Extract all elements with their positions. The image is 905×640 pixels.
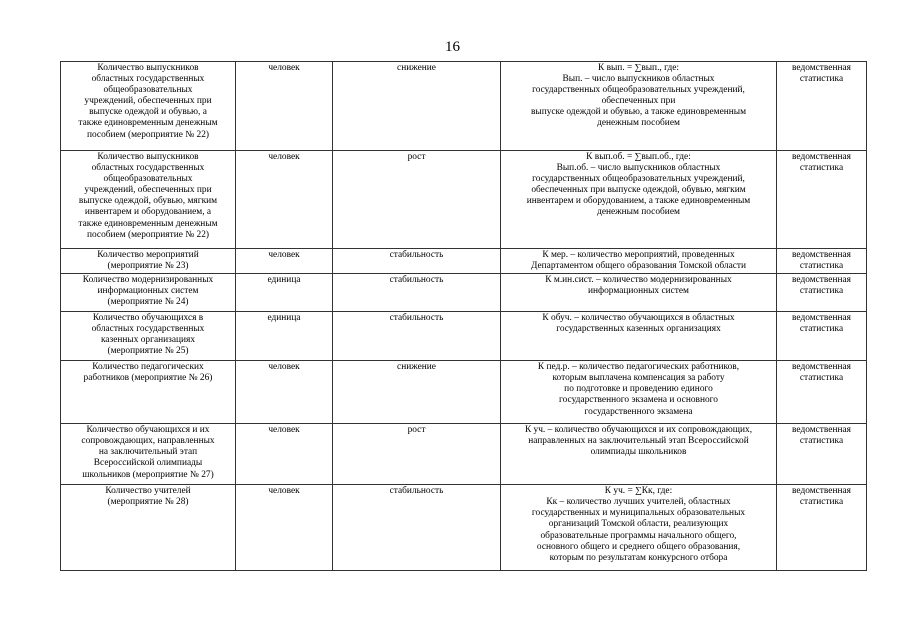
source-cell: ведомственная статистика xyxy=(777,485,867,571)
indicators-table xyxy=(60,61,867,571)
trend-cell: стабильность xyxy=(333,485,501,571)
source-cell: ведомственная статистика xyxy=(777,312,867,361)
indicator-cell: Количество обучающихся в областных государственных казенных организациях (мероприятие № 25) xyxy=(61,312,236,361)
trend-cell: рост xyxy=(333,424,501,485)
unit-cell: человек xyxy=(236,151,333,249)
source-cell: ведомственная статистика xyxy=(777,62,867,151)
unit-cell: единица xyxy=(236,274,333,312)
unit-cell: человек xyxy=(236,424,333,485)
unit-cell: человек xyxy=(236,361,333,424)
table-row xyxy=(61,62,867,151)
indicator-cell: Количество учителей (мероприятие № 28) xyxy=(61,485,236,571)
trend-cell: стабильность xyxy=(333,249,501,274)
unit-cell: единица xyxy=(236,312,333,361)
source-cell: ведомственная статистика xyxy=(777,361,867,424)
formula-cell: К уч. – количество обучающихся и их сопровождающих, направленных на заключительный этап Всероссийской олимпиады школьников xyxy=(501,424,777,485)
indicator-cell: Количество выпускников областных государственных общеобразовательных учреждений, обеспеченных при выпуске одеждой и обувью, а также единовременным денежным пособием (мероприятие № 22) xyxy=(61,62,236,151)
indicator-cell: Количество мероприятий (мероприятие № 23) xyxy=(61,249,236,274)
unit-cell: человек xyxy=(236,485,333,571)
formula-cell: К обуч. – количество обучающихся в областных государственных казенных организациях xyxy=(501,312,777,361)
indicator-cell: Количество выпускников областных государственных общеобразовательных учреждений, обеспеченных при выпуске одеждой, обувью, мягким инвентарем и оборудованием, а также единовременным денежным пособием (мероприятие № 22) xyxy=(61,151,236,249)
trend-cell: рост xyxy=(333,151,501,249)
table-row xyxy=(61,151,867,249)
table-row xyxy=(61,274,867,312)
formula-cell: К уч. = ∑Кк, где: Кк – количество лучших учителей, областных государственных и муниципальных образовательных организаций Томской области, реализующих образовательные программы начального общего, основного общего и среднего общего образования, которым по результатам конкурсного отбора xyxy=(501,485,777,571)
table-row xyxy=(61,312,867,361)
formula-cell: К мер. – количество мероприятий, проведенных Департаментом общего образования Томской области xyxy=(501,249,777,274)
formula-cell: К вып.об. = ∑вып.об., где: Вып.об. – число выпускников областных государственных общеобразовательных учреждений, обеспеченных при выпуске одеждой, обувью, мягким инвентарем и оборудованием, а также единовременным денежным пособием xyxy=(501,151,777,249)
trend-cell: снижение xyxy=(333,361,501,424)
table-row xyxy=(61,485,867,571)
source-cell: ведомственная статистика xyxy=(777,274,867,312)
source-cell: ведомственная статистика xyxy=(777,151,867,249)
trend-cell: стабильность xyxy=(333,312,501,361)
table-row xyxy=(61,249,867,274)
source-cell: ведомственная статистика xyxy=(777,249,867,274)
page-number: 16 xyxy=(445,39,460,55)
unit-cell: человек xyxy=(236,249,333,274)
formula-cell: К вып. = ∑вып., где: Вып. – число выпускников областных государственных общеобразовательных учреждений, обеспеченных при выпуске одеждой и обувью, а также единовременным денежным пособием xyxy=(501,62,777,151)
table-row xyxy=(61,361,867,424)
indicator-cell: Количество педагогических работников (мероприятие № 26) xyxy=(61,361,236,424)
source-cell: ведомственная статистика xyxy=(777,424,867,485)
trend-cell: снижение xyxy=(333,62,501,151)
formula-cell: К м.ин.сист. – количество модернизированных информационных систем xyxy=(501,274,777,312)
formula-cell: К пед.р. – количество педагогических работников, которым выплачена компенсация за работу по подготовке и проведению единого государственного экзамена и основного государственного экзамена xyxy=(501,361,777,424)
indicator-cell: Количество модернизированных информационных систем (мероприятие № 24) xyxy=(61,274,236,312)
unit-cell: человек xyxy=(236,62,333,151)
table-row xyxy=(61,424,867,485)
trend-cell: стабильность xyxy=(333,274,501,312)
indicator-cell: Количество обучающихся и их сопровождающих, направленных на заключительный этап Всероссийской олимпиады школьников (мероприятие № 27) xyxy=(61,424,236,485)
